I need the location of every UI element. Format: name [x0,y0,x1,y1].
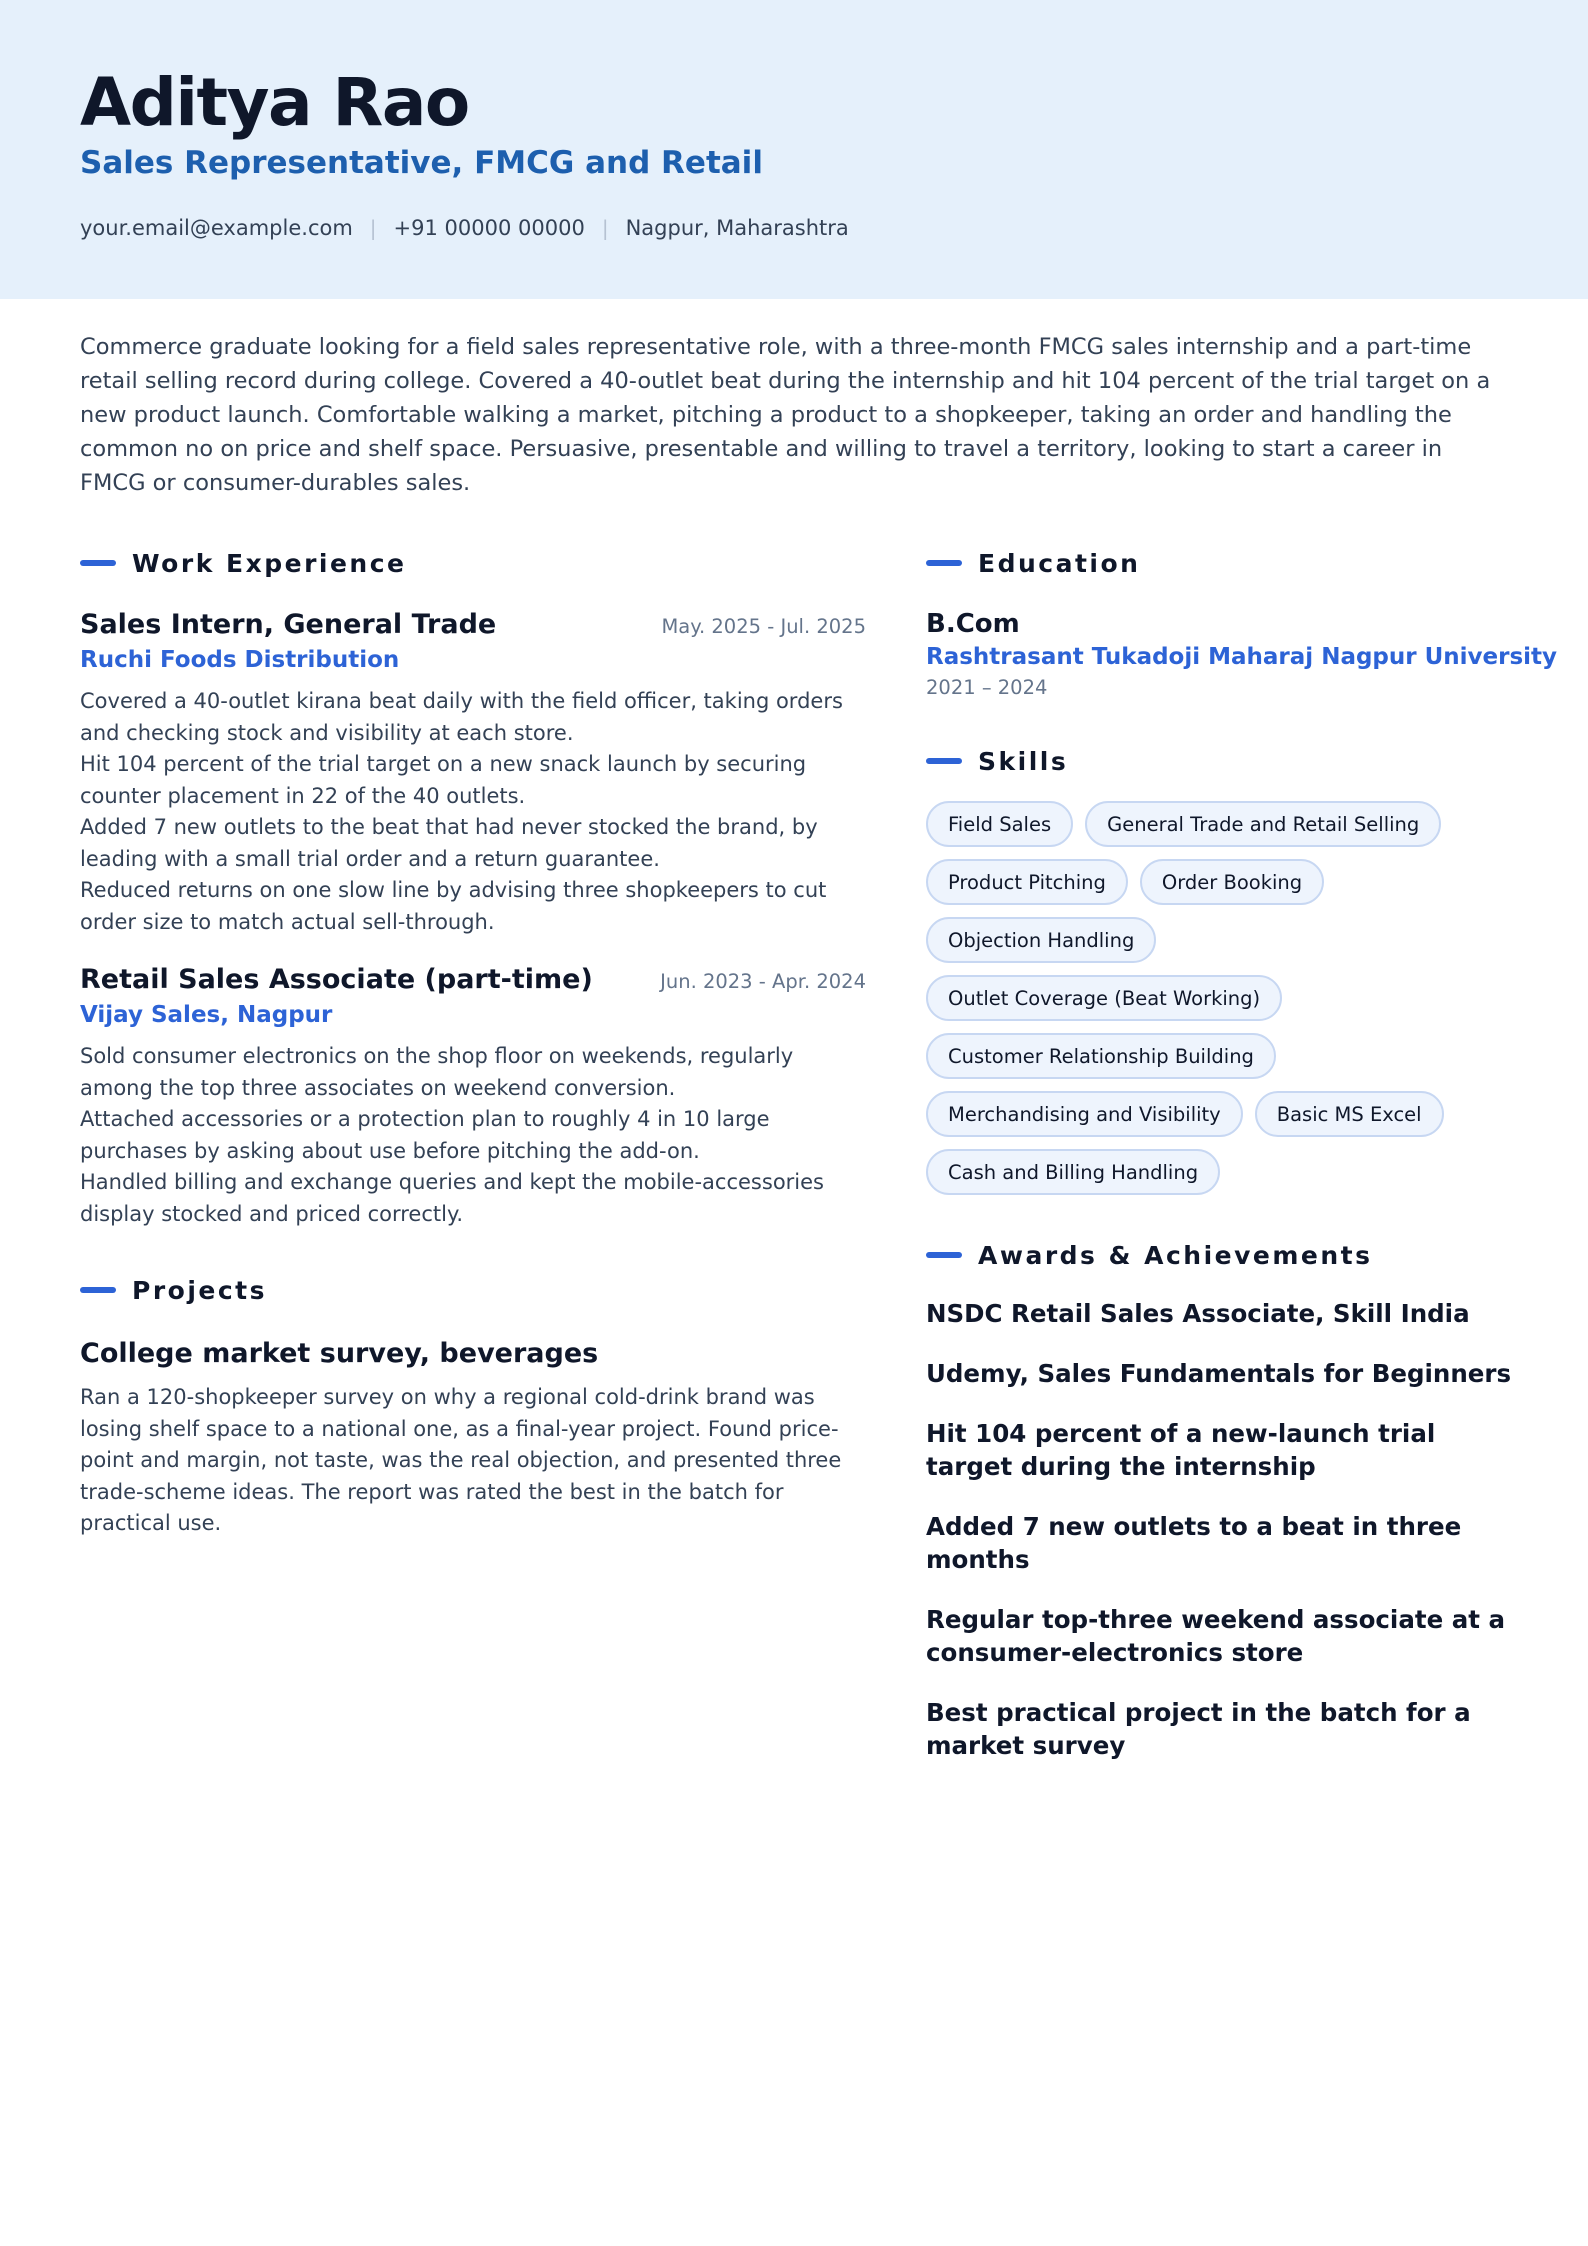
award-item: Hit 104 percent of a new-launch trial target during the internship [926,1419,1436,1481]
resume-header [0,0,1588,299]
award-item: Regular top-three weekend associate at a consumer-electronics store [926,1605,1506,1667]
job-entry [80,607,866,938]
skill-chip: Objection Handling [926,917,1156,963]
skill-chip: Field Sales [926,801,1073,847]
job-entry [80,962,866,1230]
job-bullets [80,1041,866,1230]
job-title: Retail Sales Associate (part-time) [80,964,593,995]
job-bullet: Sold consumer electronics on the shop floor on weekends, regularly among the top three associates on weekend conversion. [80,1044,794,1100]
section-bar [926,1252,962,1258]
skills-heading [926,741,1516,781]
awards-section [926,1235,1516,1762]
job-bullet: Reduced returns on one slow line by advising three shopkeepers to cut order size to match actual sell-through. [80,878,827,934]
job-bullet: Handled billing and exchange queries and kept the mobile-accessories display stocked and priced correctly. [80,1170,824,1226]
job-bullet: Attached accessories or a protection plan to roughly 4 in 10 large purchases by asking about use before pitching the add-on. [80,1107,770,1163]
skill-chip: Customer Relationship Building [926,1033,1276,1079]
section-title: Work Experience [132,548,407,578]
section-bar [926,560,962,566]
section-bar [80,560,116,566]
education-years: 2021 – 2024 [926,676,1048,699]
contact-location: Nagpur, Maharashtra [625,216,849,240]
award-item: Added 7 new outlets to a beat in three months [926,1512,1462,1574]
skills-list [926,801,1516,1195]
job-dates: May. 2025 - Jul. 2025 [661,615,866,638]
candidate-name: Aditya Rao [80,64,469,141]
education-degree: B.Com [926,609,1020,639]
award-item: NSDC Retail Sales Associate, Skill India [926,1299,1470,1328]
section-bar [80,1287,116,1293]
job-bullet: Hit 104 percent of the trial target on a new snack launch by securing counter placement in 22 of the 40 outlets. [80,752,807,808]
skill-chip: Product Pitching [926,859,1128,905]
education-heading [926,543,1516,583]
contact-separator: | [601,216,609,240]
skill-chip: Merchandising and Visibility [926,1091,1243,1137]
education-school: Rashtrasant Tukadoji Maharaj Nagpur University [926,644,1558,670]
section-title: Education [978,548,1141,578]
job-bullet: Covered a 40-outlet kirana beat daily with the field officer, taking orders and checking stock and visibility at each store. [80,689,843,745]
section-title: Skills [978,746,1069,776]
job-organization: Vijay Sales, Nagpur [80,1002,333,1028]
skill-chip: Cash and Billing Handling [926,1149,1220,1195]
contact-email: your.email@example.com [80,216,353,240]
section-bar [926,758,962,764]
contact-phone: +91 00000 00000 [393,216,585,240]
section-title: Awards & Achievements [978,1240,1373,1270]
contact-line [80,212,849,244]
awards-heading [926,1235,1516,1275]
summary-paragraph: Commerce graduate looking for a field sales representative role, with a three-month FMCG sales internship and a part-time retail selling record during college. Covered a 40-outlet beat during the internship and hit 104 percent of the trial target on a new product launch. Comfortable walking a market, pitching a product to a shopkeeper, taking an order and handling the common no on price and shelf space. Persuasive, presentable and willing to travel a territory, looking to start a career in FMCG or consumer-durables sales. [80,334,1491,496]
contact-separator: | [369,216,377,240]
job-organization: Ruchi Foods Distribution [80,647,400,673]
left-column [80,543,866,1540]
job-bullet: Added 7 new outlets to the beat that had never stocked the brand, by leading with a small trial order and a return guarantee. [80,815,818,871]
skill-chip: Order Booking [1140,859,1324,905]
skill-chip: General Trade and Retail Selling [1085,801,1441,847]
award-item: Udemy, Sales Fundamentals for Beginners [926,1359,1512,1388]
job-dates: Jun. 2023 - Apr. 2024 [660,970,866,993]
awards-list [926,1297,1516,1762]
job-title: Sales Intern, General Trade [80,609,497,640]
projects-section [80,1270,866,1540]
candidate-role: Sales Representative, FMCG and Retail [80,145,763,181]
skill-chip: Outlet Coverage (Beat Working) [926,975,1282,1021]
job-bullets [80,686,866,938]
award-item: Best practical project in the batch for a market survey [926,1698,1471,1760]
section-title: Projects [132,1275,268,1305]
project-title: College market survey, beverages [80,1338,599,1369]
work-experience-heading [80,543,866,583]
project-description: Ran a 120-shopkeeper survey on why a regional cold-drink brand was losing shelf space to a national one, as a final-year project. Found price-point and margin, not taste, was the real objection, and presented three trade-scheme ideas. The report was rated the best in the batch for practical use. [80,1385,842,1535]
right-column [926,543,1558,1789]
skill-chip: Basic MS Excel [1255,1091,1444,1137]
projects-heading [80,1270,866,1310]
skills-section [926,741,1516,1195]
